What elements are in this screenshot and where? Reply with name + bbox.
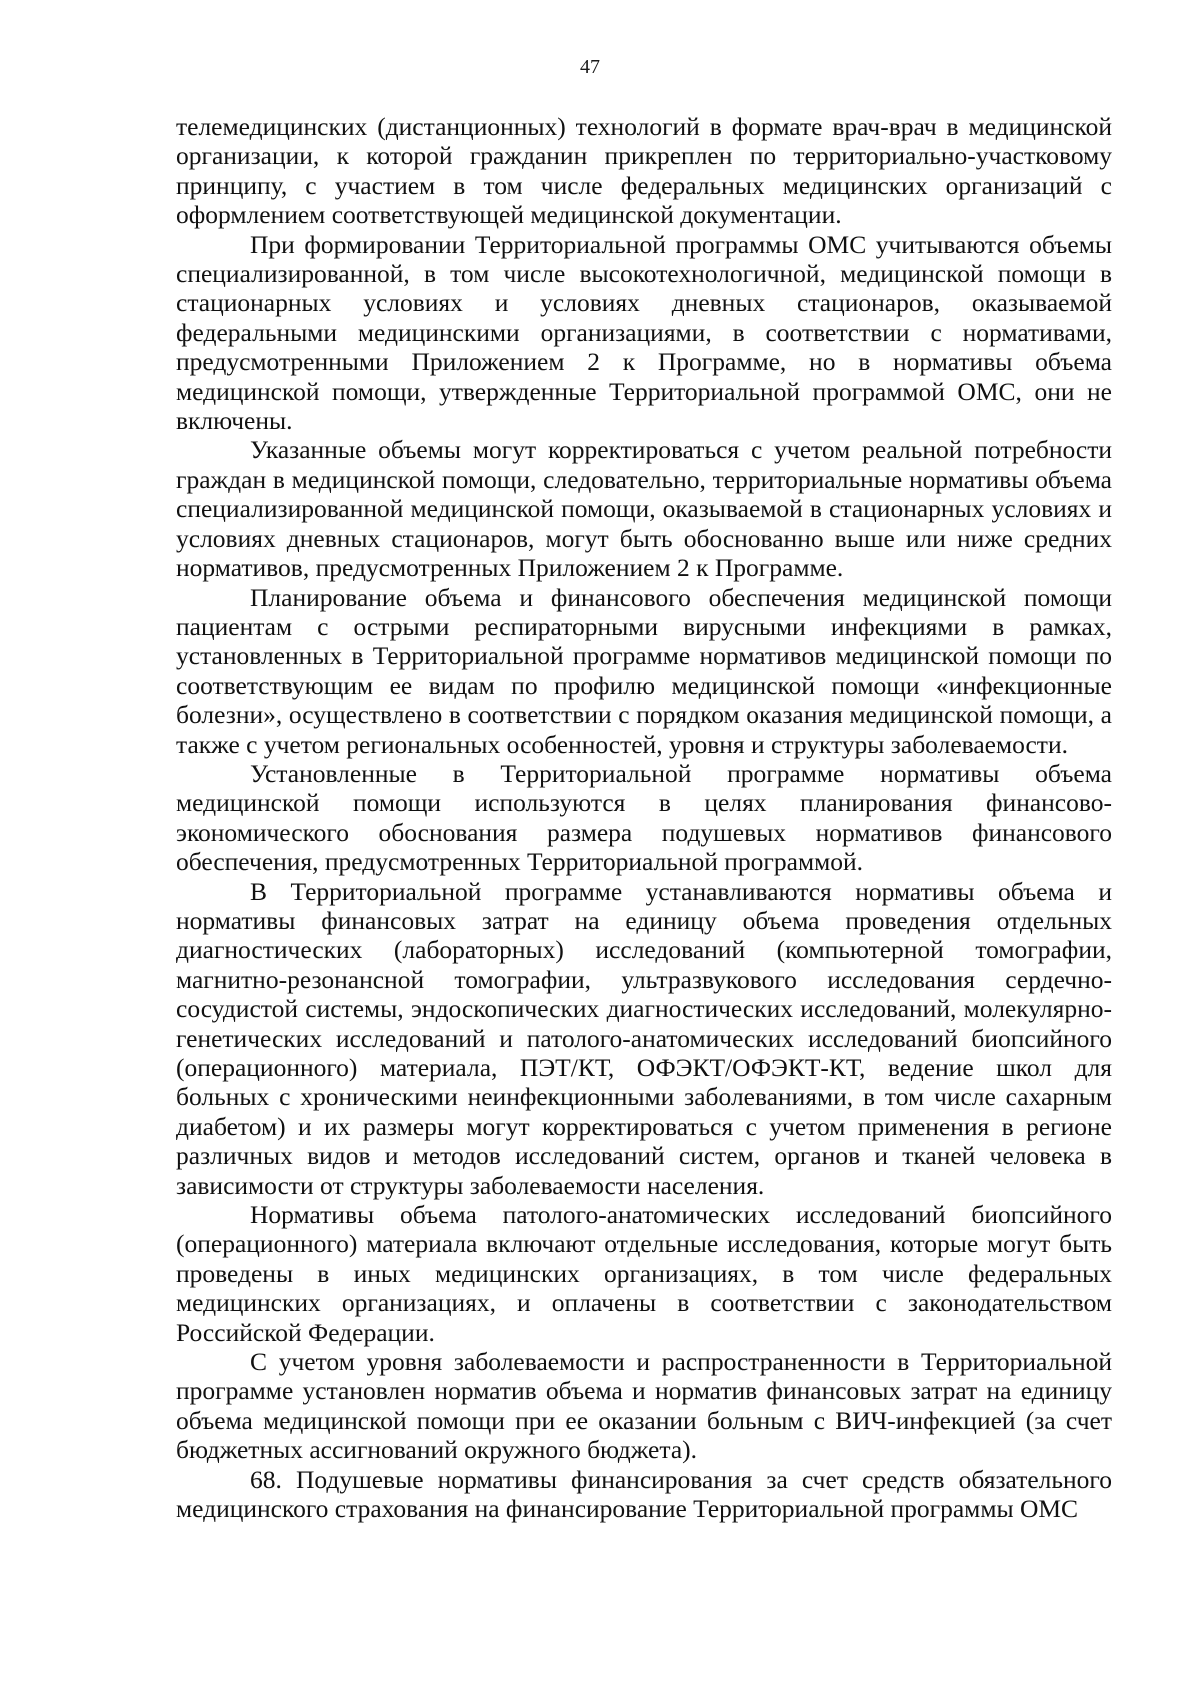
paragraph-1: телемедицинских (дистанционных) технологий в формате врач-врач в медицинской организации, к которой гражданин прикреплен по территориально-участковому принципу, с участием в том числе федеральных медицинских организаций с оформлением соответствующей медицинской документации. [176, 112, 1112, 230]
paragraph-8: С учетом уровня заболеваемости и распространенности в Территориальной программе установлен норматив объема и норматив финансовых затрат на единицу объема медицинской помощи при ее оказании больным с ВИЧ-инфекцией (за счет бюджетных ассигнований окружного бюджета). [176, 1347, 1112, 1465]
paragraph-3: Указанные объемы могут корректироваться с учетом реальной потребности граждан в медицинской помощи, следовательно, территориальные нормативы объема специализированной медицинской помощи, оказываемой в стационарных условиях и условиях дневных стационаров, могут быть обоснованно выше или ниже средних нормативов, предусмотренных Приложением 2 к Программе. [176, 435, 1112, 583]
paragraph-2: При формировании Территориальной программы ОМС учитываются объемы специализированной, в том числе высокотехнологичной, медицинской помощи в стационарных условиях и условиях дневных стационаров, оказываемой федеральными медицинскими организациями, в соответствии с нормативами, предусмотренными Приложением 2 к Программе, но в нормативы объема медицинской помощи, утвержденные Территориальной программой ОМС, они не включены. [176, 229, 1112, 436]
document-body [176, 112, 1112, 1524]
page-number: 47 [580, 56, 600, 78]
paragraph-9: 68. Подушевые нормативы финансирования за счет средств обязательного медицинского страхования на финансирование Территориальной программы ОМС [176, 1464, 1112, 1524]
paragraph-5: Установленные в Территориальной программе нормативы объема медицинской помощи используются в целях планирования финансово-экономического обоснования размера подушевых нормативов финансового обеспечения, предусмотренных Территориальной программой. [176, 758, 1112, 877]
paragraph-7: Нормативы объема патолого-анатомических исследований биопсийного (операционного) материала включают отдельные исследования, которые могут быть проведены в иных медицинских организациях, в том числе федеральных медицинских организациях, и оплачены в соответствии с законодательством Российской Федерации. [176, 1200, 1112, 1347]
paragraph-4: Планирование объема и финансового обеспечения медицинской помощи пациентам с острыми респираторными вирусными инфекциями в рамках, установленных в Территориальной программе нормативов медицинской помощи по соответствующим ее видам по профилю медицинской помощи «инфекционные болезни», осуществлено в соответствии с порядком оказания медицинской помощи, а также с учетом региональных особенностей, уровня и структуры заболеваемости. [176, 582, 1112, 759]
paragraph-6: В Территориальной программе устанавливаются нормативы объема и нормативы финансовых затрат на единицу объема проведения отдельных диагностических (лабораторных) исследований (компьютерной томографии, магнитно-резонансной томографии, ультразвукового исследования сердечно-сосудистой системы, эндоскопических диагностических исследований, молекулярно-генетических исследований и патолого-анатомических исследований биопсийного (операционного) материала, ПЭТ/КТ, ОФЭКТ/ОФЭКТ-КТ, ведение школ для больных с хроническими неинфекционными заболеваниями, в том числе сахарным диабетом) и их размеры могут корректироваться с учетом применения в регионе различных видов и методов исследований систем, органов и тканей человека в зависимости от структуры заболеваемости населения. [176, 876, 1112, 1200]
